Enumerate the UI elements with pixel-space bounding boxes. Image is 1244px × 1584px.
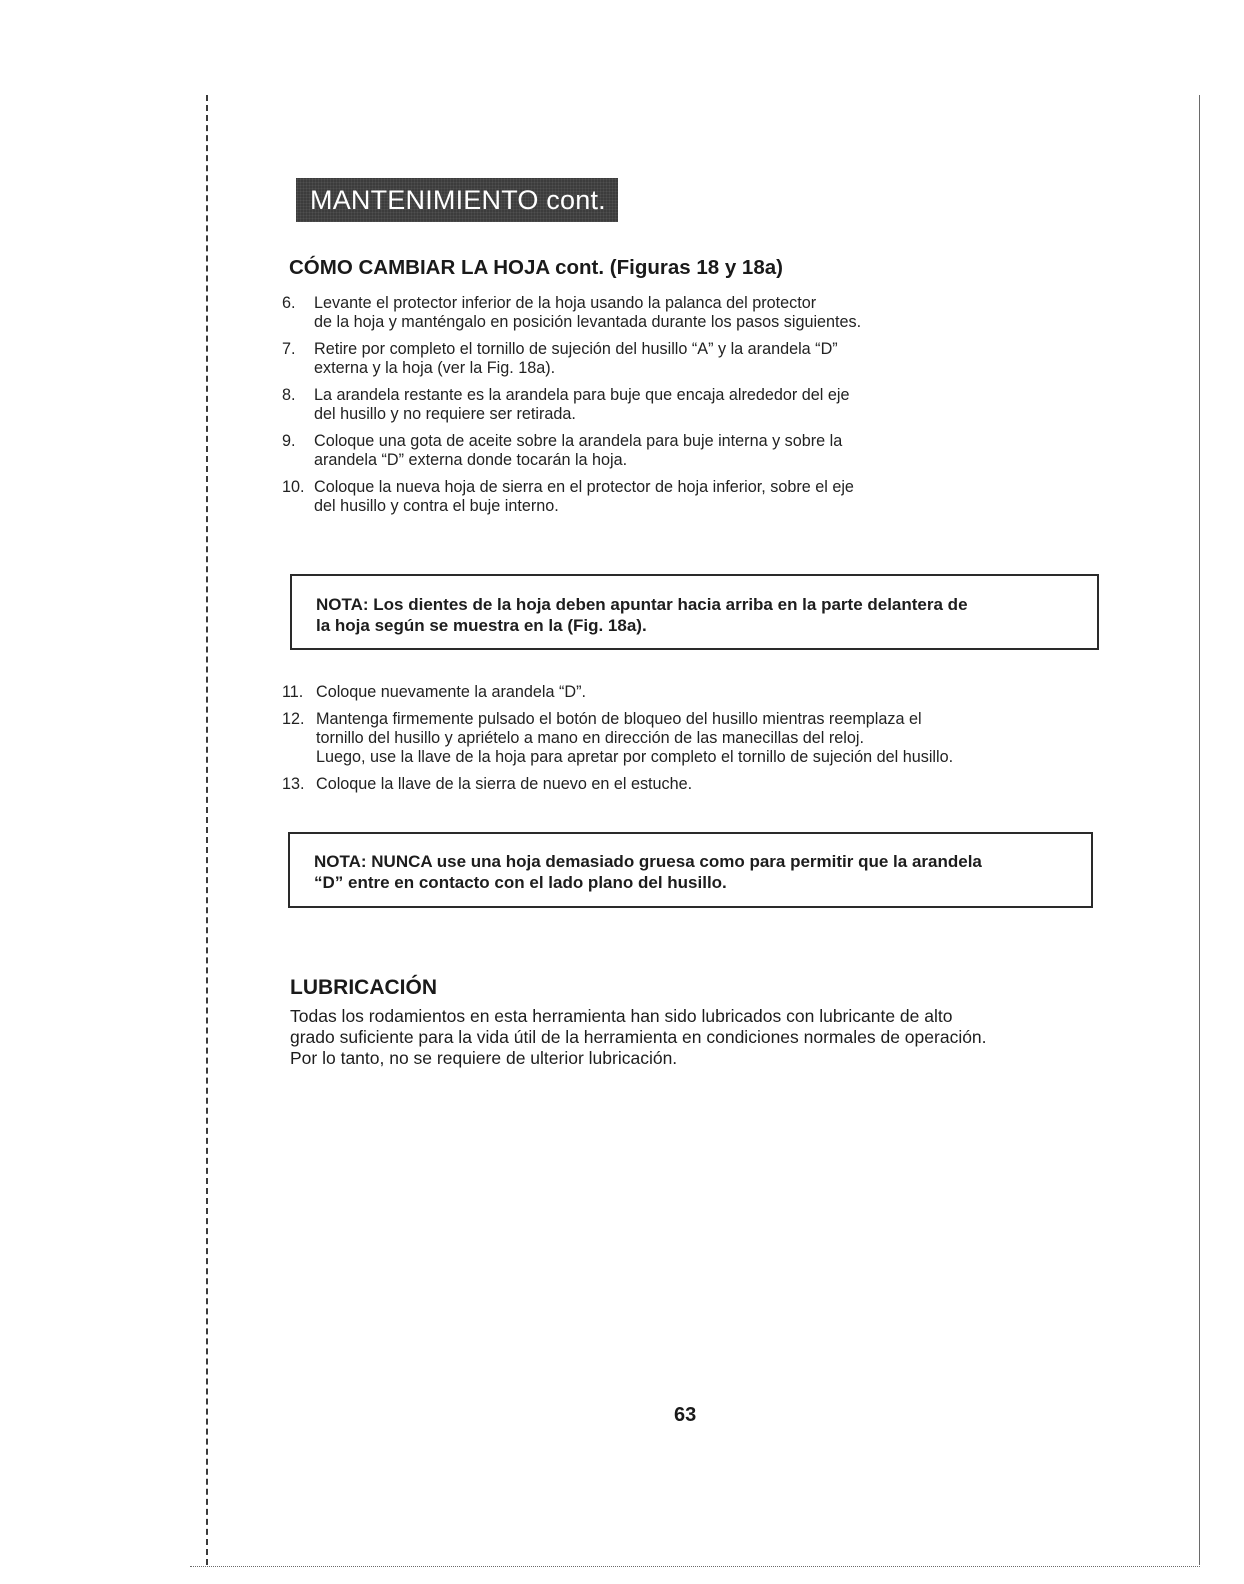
step-text-line: Luego, use la llave de la hoja para apretar por completo el tornillo de sujeción del husillo. [316,748,954,766]
section-banner: MANTENIMIENTO cont. [296,178,618,222]
step-text-line: del husillo y contra el buje interno. [314,497,559,515]
step-10 [280,478,861,516]
step-text-line: La arandela restante es la arandela para buje que encaja alrededor del eje [314,386,850,404]
step-number: 13. [282,775,305,793]
step-9 [280,432,861,470]
lubrication-paragraph [290,1006,987,1069]
paragraph-line: Por lo tanto, no se requiere de ulterior lubricación. [290,1048,678,1068]
step-text-line: Coloque una gota de aceite sobre la arandela para buje interna y sobre la [314,432,843,450]
step-text-line: Coloque nuevamente la arandela “D”. [316,683,586,701]
note-text-line: NOTA: NUNCA use una hoja demasiado gruesa como para permitir que la arandela [314,852,982,871]
step-8 [280,386,861,424]
step-number: 11. [282,683,304,701]
lubrication-heading: LUBRICACIÓN [290,976,437,999]
page-left-rule [206,95,208,1565]
step-number: 7. [282,340,296,358]
step-text-line: tornillo del husillo y apriételo a mano en dirección de las manecillas del reloj. [316,729,864,747]
steps-list-a [280,294,861,524]
step-12 [280,710,953,767]
step-text-line: externa y la hoja (ver la Fig. 18a). [314,359,556,377]
step-13 [280,775,953,794]
step-number: 12. [282,710,305,728]
page-number: 63 [674,1404,697,1426]
section-subheading: CÓMO CAMBIAR LA HOJA cont. (Figuras 18 y 18a) [289,256,783,279]
page-bottom-rule [190,1566,1200,1567]
note-text-line: NOTA: Los dientes de la hoja deben apuntar hacia arriba en la parte delantera de [316,595,968,614]
step-7 [280,340,861,378]
steps-list-b [280,683,953,802]
step-11 [280,683,953,702]
step-text-line: Retire por completo el tornillo de sujeción del husillo “A” y la arandela “D” [314,340,838,358]
step-6 [280,294,861,332]
step-number: 10. [282,478,305,496]
step-text-line: Levante el protector inferior de la hoja usando la palanca del protector [314,294,817,312]
note-box-blade-thickness [288,832,1093,908]
paragraph-line: Todas los rodamientos en esta herramienta han sido lubricados con lubricante de alto [290,1006,953,1026]
step-text-line: Coloque la llave de la sierra de nuevo en el estuche. [316,775,693,793]
note-box-blade-teeth [290,574,1099,650]
step-number: 8. [282,386,296,404]
note-text-line: la hoja según se muestra en la (Fig. 18a). [316,616,647,635]
step-text-line: de la hoja y manténgalo en posición levantada durante los pasos siguientes. [314,313,862,331]
note-text-line: “D” entre en contacto con el lado plano del husillo. [314,873,727,892]
step-text-line: Mantenga firmemente pulsado el botón de bloqueo del husillo mientras reemplaza el [316,710,922,728]
step-text-line: del husillo y no requiere ser retirada. [314,405,576,423]
page-right-rule [1199,95,1200,1565]
step-text-line: Coloque la nueva hoja de sierra en el protector de hoja inferior, sobre el eje [314,478,854,496]
step-number: 6. [282,294,296,312]
step-text-line: arandela “D” externa donde tocarán la hoja. [314,451,628,469]
step-number: 9. [282,432,296,450]
paragraph-line: grado suficiente para la vida útil de la herramienta en condiciones normales de operación. [290,1027,987,1047]
